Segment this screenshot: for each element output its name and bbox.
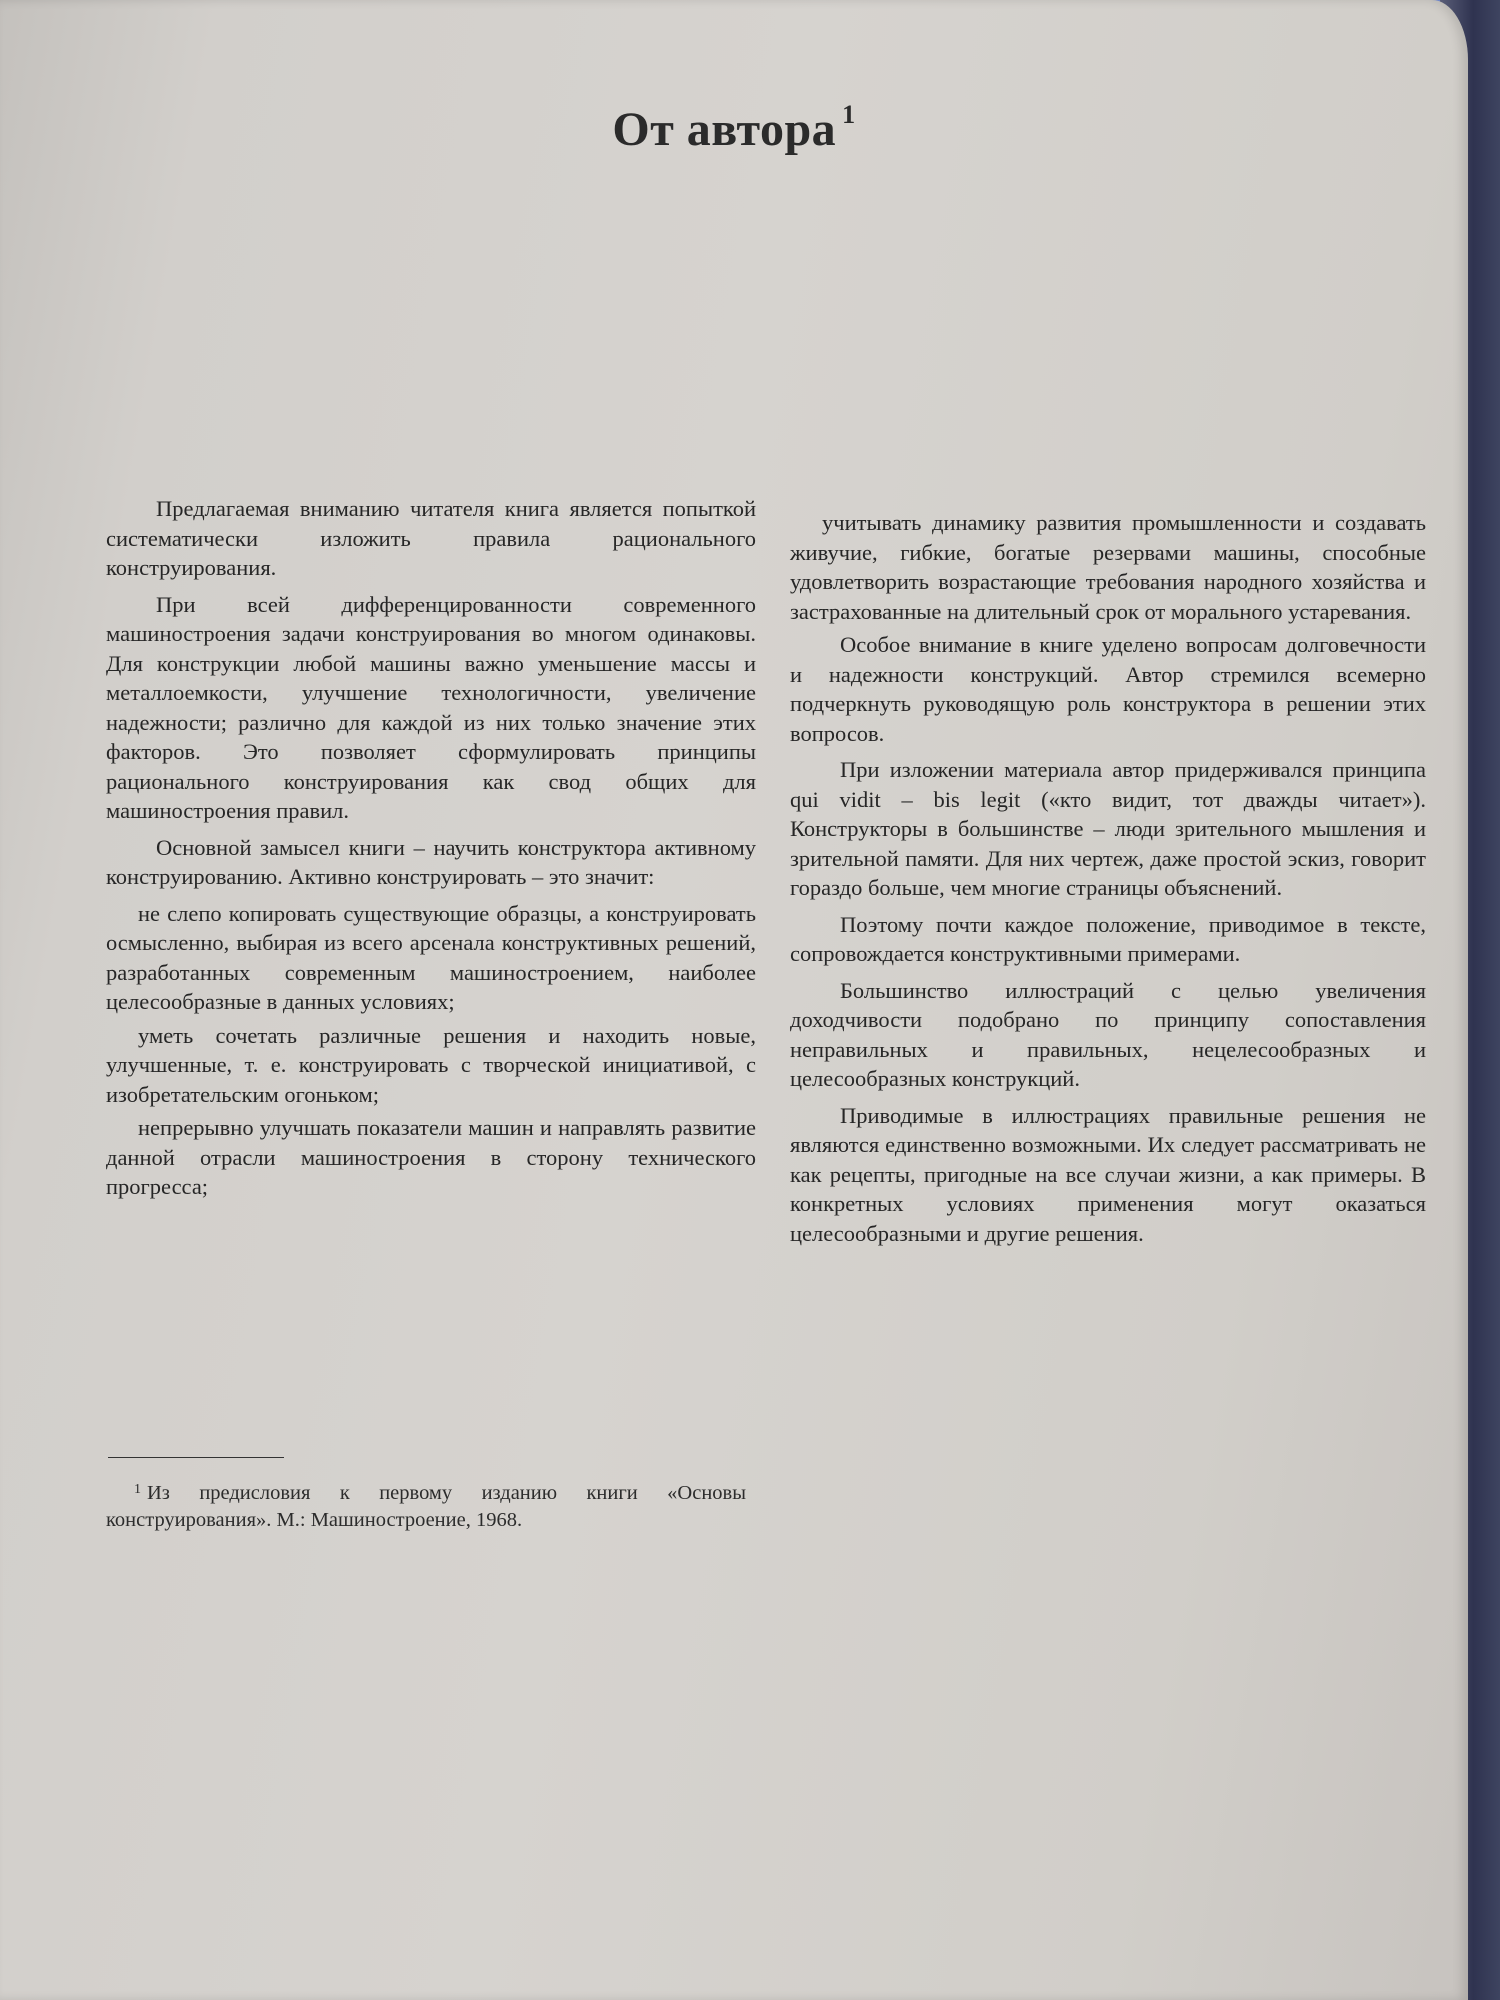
paragraph-main-idea: Основной замысел книги – научить конструктора активному конструированию. Активно конструировать – это значит: <box>106 834 756 889</box>
paragraph-examples: Поэтому почти каждое положение, приводимое в тексте, сопровождается конструктивными примерами. <box>790 911 1426 966</box>
footnote-mark: 1 <box>134 1482 141 1497</box>
footnote <box>106 1476 746 1534</box>
paragraph-durability: Особое внимание в книге уделено вопросам долговечности и надежности конструкций. Автор стремился всемерно подчеркнуть руководящую роль конструктора в решении этих вопросов. <box>790 632 1426 746</box>
page-title <box>0 100 1468 157</box>
paragraph-illustrations: Большинство иллюстраций с целью увеличения доходчивости подобрано по принципу сопоставления неправильных и правильных, нецелесообразных и целесообразных конструкций. <box>790 977 1426 1091</box>
list-item-combining: уметь сочетать различные решения и находить новые, улучшенные, т. е. конструировать с творческой инициативой, с изобретательским огоньком; <box>106 1022 756 1107</box>
list-item-copying: не слепо копировать существующие образцы, а конструировать осмысленно, выбирая из всего арсенала конструктивных решений, разработанных современным машиностроением, наиболее целесообразные в данных условиях; <box>106 900 756 1014</box>
title-footnote-mark: 1 <box>842 100 856 129</box>
list-item-improving: непрерывно улучшать показатели машин и направлять развитие данной отрасли машиностроения в сторону технического прогресса; <box>106 1115 756 1199</box>
paragraph-qui-vidit: При изложении материала автор придерживался принципа qui vidit – bis legit («кто видит, тот дважды читает»). Конструкторы в большинстве – люди зрительного мышления и зрительной памяти. Для них чертеж, даже простой эскиз, говорит гораздо больше, чем многие страницы объяснений. <box>790 757 1426 900</box>
paragraph-differentiation: При всей дифференцированности современного машиностроения задачи конструирования во многом одинаковы. Для конструкции любой машины важно уменьшение массы и металлоемкости, улучшение технологичности, увеличение надежности; различно для каждой из них только значение этих факторов. Это позволяет сформулировать принципы рационального конструирования как свод общих для машиностроения правил. <box>106 591 756 823</box>
paragraph-solutions: Приводимые в иллюстрациях правильные решения не являются единственно возможными. Их следует рассматривать не как рецепты, пригодные на все случаи жизни, а как примеры. В конкретных условиях применения могут оказаться целесообразными и другие решения. <box>790 1102 1426 1246</box>
right-text-column <box>790 508 1426 1255</box>
page-title-text: От автора <box>612 103 837 156</box>
footnote-divider <box>108 1457 284 1458</box>
footnote-text: Из предисловия к первому изданию книги «Основы конструирования». М.: Машиностроение, 1968. <box>106 1482 746 1531</box>
list-item-dynamics: учитывать динамику развития промышленности и создавать живучие, гибкие, богатые резервами машины, способные удовлетворить возрастающие требования народного хозяйства и застрахованные на длительный срок от морального устаревания. <box>790 510 1426 624</box>
paragraph-intro: Предлагаемая вниманию читателя книга является попыткой систематически изложить правила рационального конструирования. <box>106 496 756 580</box>
left-text-column <box>106 494 756 1206</box>
